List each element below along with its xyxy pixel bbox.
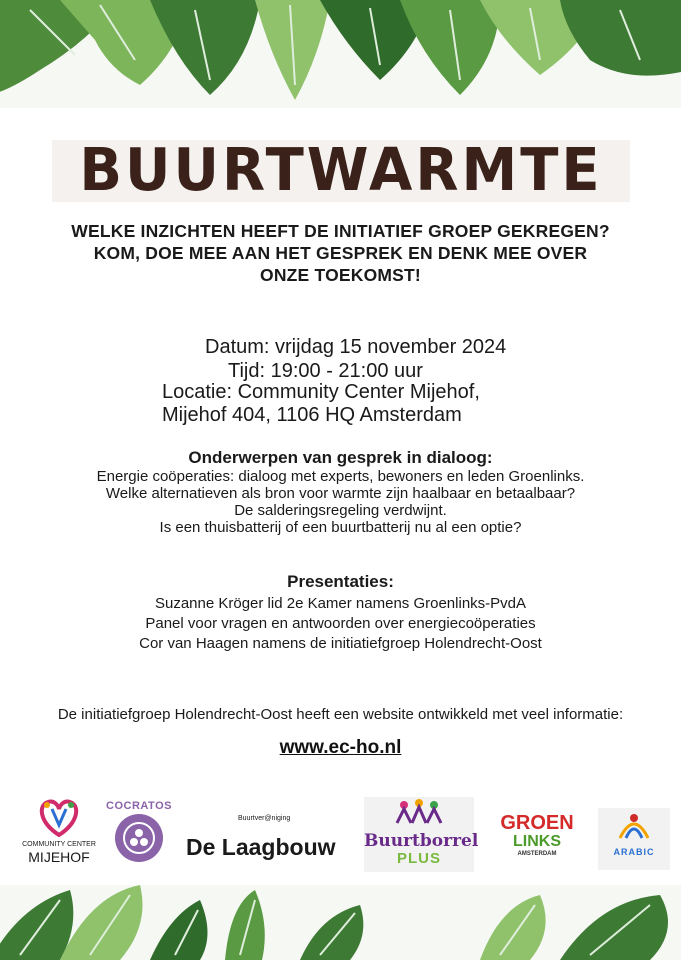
intro-line: ONZE TOEKOMST! — [260, 265, 421, 285]
buurtborrel-people-icon — [389, 797, 449, 827]
bottom-leaf-decoration — [0, 885, 681, 960]
laagbouw-small-label: Buurtver@niging — [238, 815, 291, 822]
groen-label: GROEN — [500, 812, 574, 834]
cocratos-label: COCRATOS — [106, 800, 172, 812]
buurtborrel-label: Buurtborrel — [364, 831, 479, 851]
topic-item: Is een thuisbatterij of een buurtbatterij nu al een optie? — [159, 519, 522, 536]
event-location: Locatie: Community Center Mijehof, — [162, 381, 480, 403]
topic-item: Welke alternatieven als bron voor warmte zijn haalbaar en betaalbaar? — [105, 485, 576, 502]
topics-section — [20, 448, 661, 536]
mijehof-label-1: COMMUNITY CENTER — [22, 841, 96, 848]
topics-heading: Onderwerpen van gesprek in dialoog: — [188, 448, 493, 467]
website-link[interactable]: www.ec-ho.nl — [279, 737, 402, 758]
event-date: Datum: vrijdag 15 november 2024 — [205, 336, 507, 358]
buurtborrel-plus-label: PLUS — [396, 850, 441, 867]
arabic-emblem-icon — [614, 808, 654, 842]
presentations-heading: Presentaties: — [287, 572, 394, 591]
cocratos-logo — [104, 800, 174, 868]
links-label: LINKS — [513, 833, 561, 850]
arabic-label: ARABIC — [613, 847, 655, 857]
presentations-section — [20, 571, 661, 654]
title-band — [52, 136, 630, 205]
event-address: Mijehof 404, 1106 HQ Amsterdam — [162, 404, 462, 426]
presentation-item: Cor van Haagen namens de initiatiefgroep Holendrecht-Oost — [139, 635, 542, 652]
presentation-item: Panel voor vragen en antwoorden over energiecoöperaties — [145, 615, 536, 632]
page-title: BUURTWARMTE — [79, 136, 603, 205]
laagbouw-label: De Laagbouw — [186, 834, 336, 860]
groenlinks-logo — [492, 813, 582, 861]
laagbouw-logo — [186, 815, 352, 867]
topic-item: De salderingsregeling verdwijnt. — [234, 502, 447, 519]
mijehof-label-2: MIJEHOF — [28, 849, 90, 865]
cocratos-emblem-icon — [104, 812, 174, 864]
top-leaf-decoration — [0, 0, 681, 108]
arabic-logo — [598, 808, 670, 870]
mijehof-heart-icon — [14, 797, 104, 837]
website-text: De initiatiefgroep Holendrecht-Oost heeft een website ontwikkeld met veel informatie: — [57, 706, 624, 723]
mijehof-logo — [14, 797, 104, 867]
event-time: Tijd: 19:00 - 21:00 uur — [228, 360, 423, 382]
intro-line: KOM, DOE MEE AAN HET GESPREK EN DENK MEE OVER — [93, 243, 588, 263]
amsterdam-label: AMSTERDAM — [517, 851, 557, 857]
presentation-item: Suzanne Kröger lid 2e Kamer namens Groenlinks-PvdA — [154, 595, 527, 612]
intro-line: WELKE INZICHTEN HEEFT DE INITIATIEF GROEP GEKREGEN? — [71, 221, 610, 241]
buurtborrel-logo — [364, 797, 479, 872]
intro-text — [20, 220, 661, 286]
topic-item: Energie coöperaties: dialoog met experts, bewoners en leden Groenlinks. — [96, 468, 585, 485]
